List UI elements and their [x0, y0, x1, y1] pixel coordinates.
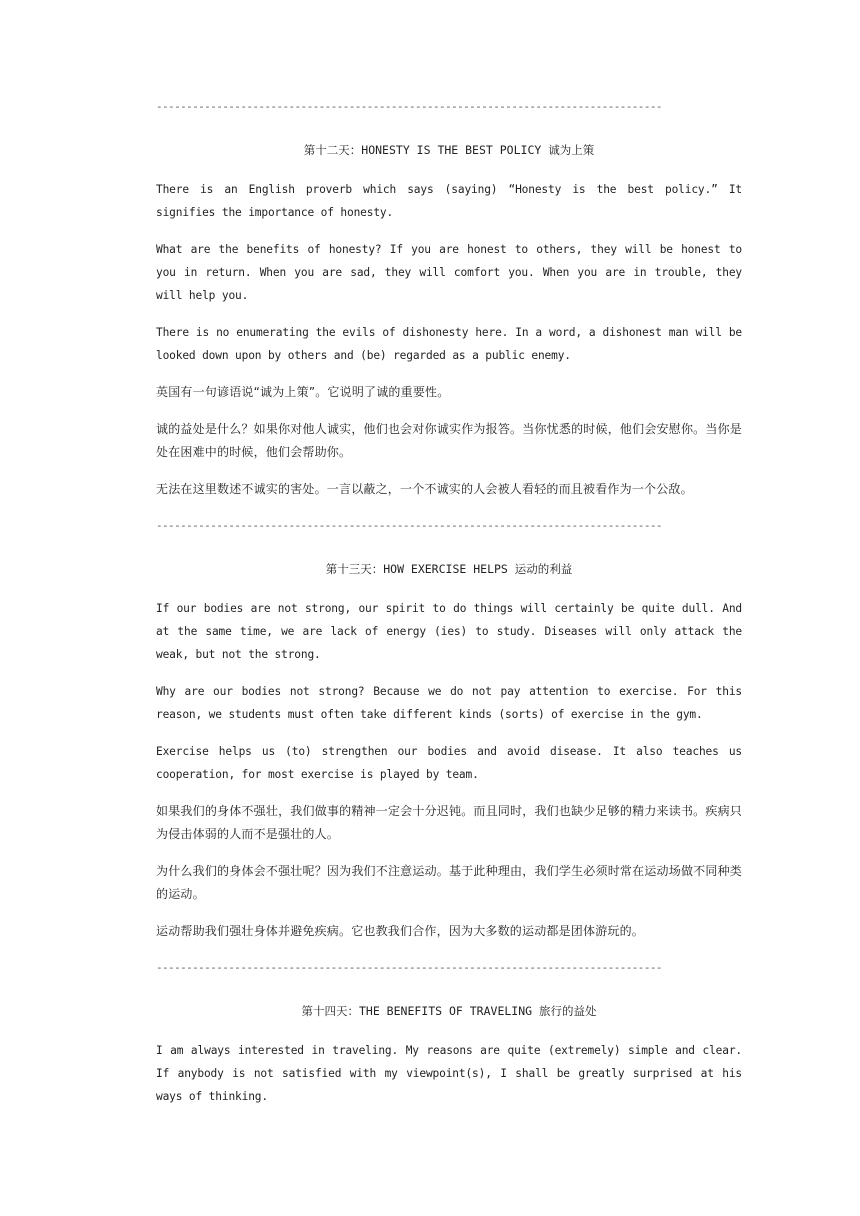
section-day-12	[156, 142, 742, 501]
chinese-paragraph: 无法在这里数述不诚实的害处。一言以蔽之，一个不诚实的人会被人看轻的而且被看作为一个公敌。	[156, 482, 693, 496]
document-page	[156, 100, 742, 1122]
section-divider: ------------------------------------------------------------------------------------	[156, 961, 662, 974]
section-divider: ------------------------------------------------------------------------------------	[156, 519, 662, 532]
english-paragraph: Exercise helps us (to) strengthen our bodies and avoid disease. It also teaches us cooperation, for most exercise is played by team.	[156, 745, 742, 781]
english-paragraph: There is no enumerating the evils of dishonesty here. In a word, a dishonest man will be looked down upon by others and (be) regarded as a public enemy.	[156, 326, 742, 362]
english-paragraph: If our bodies are not strong, our spirit to do things will certainly be quite dull. And at the same time, we are lack of energy (ies) to study. Diseases will only attack the weak, but not the strong.	[156, 602, 742, 661]
chinese-paragraph: 英国有一句谚语说“诚为上策”。它说明了诚的重要性。	[156, 385, 450, 399]
english-paragraph: I am always interested in traveling. My reasons are quite (extremely) simple and clear. If anybody is not satisfied with my viewpoint(s), I shall be greatly surprised at his ways of thinking.	[156, 1044, 742, 1103]
chinese-paragraph: 为什么我们的身体会不强壮呢？因为我们不注意运动。基于此种理由，我们学生必须时常在运动场做不同种类的运动。	[156, 864, 742, 901]
section-divider: ------------------------------------------------------------------------------------	[156, 100, 662, 113]
chinese-paragraph: 诚的益处是什么？如果你对他人诚实，他们也会对你诚实作为报答。当你忧悉的时候，他们会安慰你。当你是处在困难中的时候，他们会帮助你。	[156, 422, 742, 459]
section-title: 第十二天：HONESTY IS THE BEST POLICY 诚为上策	[303, 143, 595, 157]
section-day-13	[156, 561, 742, 943]
english-paragraph: There is an English proverb which says (saying) “Honesty is the best policy.” It signifies the importance of honesty.	[156, 183, 742, 219]
chinese-paragraph: 如果我们的身体不强壮，我们做事的精神一定会十分迟钝。而且同时，我们也缺少足够的精力来读书。疾病只为侵击体弱的人而不是强壮的人。	[156, 804, 742, 841]
chinese-paragraph: 运动帮助我们强壮身体并避免疾病。它也教我们合作，因为大多数的运动都是团体游玩的。	[156, 924, 645, 938]
section-title: 第十四天：THE BENEFITS OF TRAVELING 旅行的益处	[301, 1004, 597, 1018]
english-paragraph: Why are our bodies not strong? Because we do not pay attention to exercise. For this reason, we students must often take different kinds (sorts) of exercise in the gym.	[156, 685, 742, 721]
section-day-14	[156, 1003, 742, 1108]
english-paragraph: What are the benefits of honesty? If you are honest to others, they will be honest to you in return. When you are sad, they will comfort you. When you are in trouble, they will help you.	[156, 243, 742, 302]
section-title: 第十三天：HOW EXERCISE HELPS 运动的利益	[325, 562, 573, 576]
